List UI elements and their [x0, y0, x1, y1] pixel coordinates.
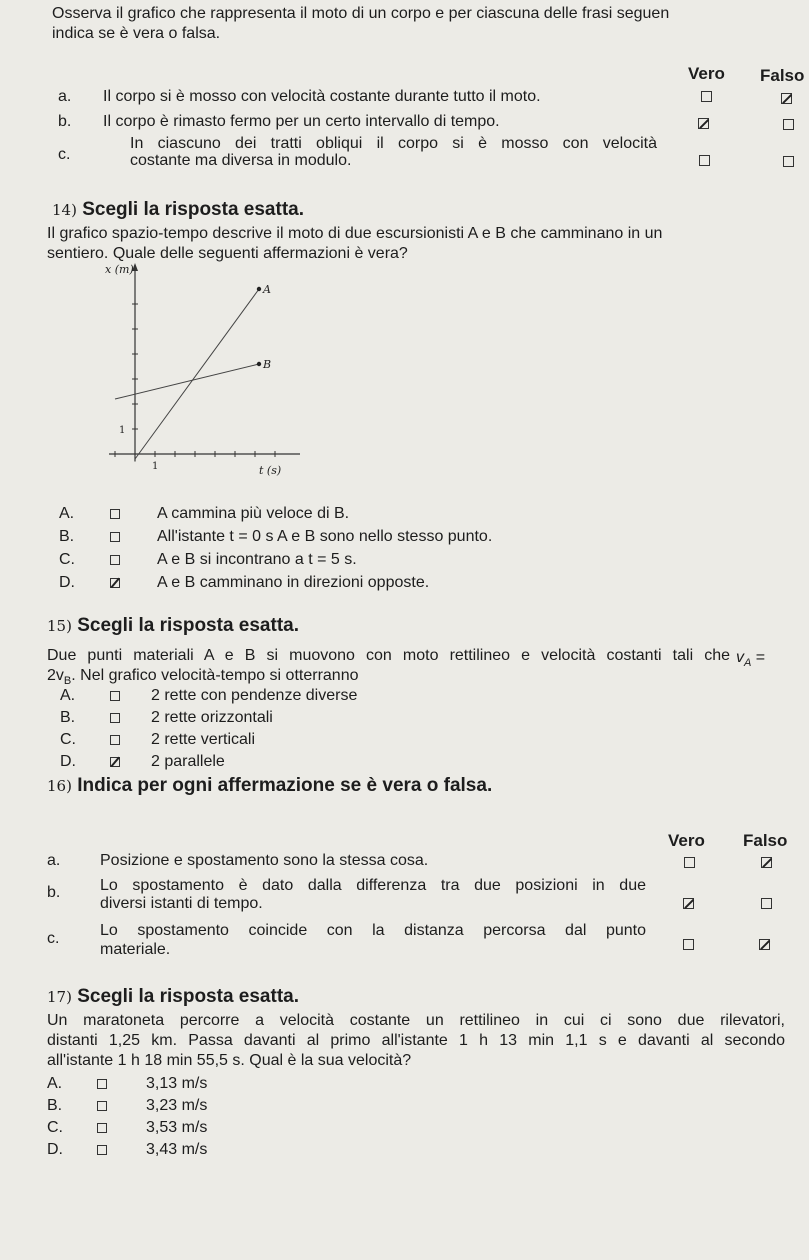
checkbox-falso-16b[interactable]	[761, 898, 772, 909]
item-text-line-1: Lo spostamento è dato dalla differenza tra due posizioni in due	[100, 877, 646, 894]
question-text-line-1: Il grafico spazio-tempo descrive il moto di due escursionisti A e B che camminano in un	[47, 225, 663, 242]
question-text-line-1: Due punti materiali A e B si muovono con moto rettilineo e velocità costanti tali che	[47, 647, 730, 664]
series-point-a	[257, 287, 261, 291]
item-text-line-2: diversi istanti di tempo.	[100, 895, 263, 912]
checkbox-vero-16c[interactable]	[683, 939, 694, 950]
question-number: 17)	[47, 988, 72, 1006]
velocity-b-subscript: B	[63, 675, 72, 688]
option-letter: A.	[59, 505, 75, 522]
velocity-b-coefficient: 2v	[47, 667, 64, 684]
series-label-a: A	[263, 283, 271, 296]
velocity-relation-lhs	[736, 648, 765, 673]
item-text-line-2: costante ma diversa in modulo.	[130, 152, 352, 169]
checkbox-falso-a[interactable]	[781, 93, 792, 104]
checkbox-falso-c[interactable]	[783, 156, 794, 167]
item-text: Il corpo è rimasto fermo per un certo intervallo di tempo.	[103, 113, 500, 130]
question-heading-17	[47, 986, 299, 1008]
option-checkbox[interactable]	[110, 757, 120, 767]
item-text: Il corpo si è mosso con velocità costante durante tutto il moto.	[103, 88, 541, 105]
item-letter: b.	[58, 113, 72, 130]
option-checkbox[interactable]	[110, 578, 120, 588]
option-checkbox[interactable]	[97, 1145, 107, 1155]
velocity-a-subscript: A	[744, 657, 752, 670]
option-letter: C.	[47, 1119, 63, 1136]
question-title: Scegli la risposta esatta.	[82, 199, 304, 220]
series-point-b	[257, 362, 261, 366]
item-text-line-1: In ciascuno dei tratti obliqui il corpo si è mosso con velocità	[130, 135, 657, 152]
option-text: 3,23 m/s	[146, 1097, 208, 1114]
option-text: 3,13 m/s	[146, 1075, 208, 1092]
intro-line-2: indica se è vera o falsa.	[52, 25, 221, 42]
checkbox-falso-16c[interactable]	[759, 939, 770, 950]
question-text-line-2: distanti 1,25 km. Passa davanti al primo all'istante 1 h 13 min 1,1 s e davanti al secondo	[47, 1032, 785, 1049]
option-checkbox[interactable]	[110, 509, 120, 519]
item-text-line-2: materiale.	[100, 941, 171, 958]
option-checkbox[interactable]	[110, 735, 120, 745]
option-letter: A.	[47, 1075, 63, 1092]
item-text-line-1: Lo spostamento coincide con la distanza percorsa dal punto	[100, 922, 646, 939]
item-letter: a.	[58, 88, 72, 105]
question-text-line-3: all'istante 1 h 18 min 55,5 s. Qual è la sua velocità?	[47, 1052, 412, 1069]
option-checkbox[interactable]	[110, 532, 120, 542]
question-heading-16	[47, 775, 492, 797]
question-heading-14	[52, 199, 304, 221]
question-text-rest: . Nel grafico velocità-tempo si otterranno	[71, 667, 359, 684]
item-letter: b.	[47, 884, 61, 901]
question-number: 14)	[52, 201, 77, 219]
option-text: All'istante t = 0 s A e B sono nello stesso punto.	[157, 528, 493, 545]
falso-header: Falso	[743, 831, 788, 850]
x-axis-label: t (s)	[259, 464, 282, 477]
question-text-line-2: sentiero. Quale delle seguenti affermazioni è vera?	[47, 245, 408, 262]
option-letter: B.	[47, 1097, 63, 1114]
option-checkbox[interactable]	[97, 1123, 107, 1133]
option-checkbox[interactable]	[97, 1079, 107, 1089]
option-checkbox[interactable]	[110, 713, 120, 723]
item-letter: c.	[47, 930, 60, 947]
option-letter: B.	[60, 709, 76, 726]
option-letter: C.	[59, 551, 75, 568]
option-letter: C.	[60, 731, 76, 748]
option-letter: B.	[59, 528, 75, 545]
falso-header: Falso	[760, 66, 805, 85]
checkbox-vero-16a[interactable]	[684, 857, 695, 868]
option-letter: D.	[47, 1141, 63, 1158]
option-checkbox[interactable]	[110, 555, 120, 565]
question-title: Indica per ogni affermazione se è vera o falsa.	[77, 775, 493, 796]
intro-line-1: Osserva il grafico che rappresenta il moto di un corpo e per ciascuna delle frasi seguen	[52, 5, 670, 22]
option-text: 2 parallele	[151, 753, 225, 770]
question-title: Scegli la risposta esatta.	[77, 986, 299, 1007]
checkbox-vero-16b[interactable]	[683, 898, 694, 909]
option-text: A cammina più veloce di B.	[157, 505, 350, 522]
velocity-a-symbol: v	[736, 649, 744, 666]
item-letter: a.	[47, 852, 61, 869]
y-tick-label: 1	[119, 425, 126, 436]
checkbox-vero-c[interactable]	[699, 155, 710, 166]
option-letter: A.	[60, 687, 76, 704]
checkbox-falso-b[interactable]	[783, 119, 794, 130]
vero-header: Vero	[668, 831, 705, 850]
position-time-chart	[40, 262, 300, 487]
question-number: 15)	[47, 617, 72, 635]
equals-sign: =	[751, 649, 766, 666]
series-line-a	[135, 289, 259, 459]
option-text: A e B si incontrano a t = 5 s.	[157, 551, 357, 568]
option-text: 3,43 m/s	[146, 1141, 208, 1158]
series-label-b: B	[263, 358, 272, 371]
item-text: Posizione e spostamento sono la stessa cosa.	[100, 852, 429, 869]
option-text: 2 rette verticali	[151, 731, 256, 748]
checkbox-falso-16a[interactable]	[761, 857, 772, 868]
question-heading-15	[47, 615, 299, 637]
item-letter: c.	[58, 146, 71, 163]
option-text: 2 rette orizzontali	[151, 709, 273, 726]
option-letter: D.	[60, 753, 76, 770]
question-text-line-1: Un maratoneta percorre a velocità costante un rettilineo in cui ci sono due rilevatori,	[47, 1012, 785, 1029]
question-title: Scegli la risposta esatta.	[77, 615, 299, 636]
question-number: 16)	[47, 777, 72, 795]
option-checkbox[interactable]	[97, 1101, 107, 1111]
x-tick-label: 1	[152, 461, 159, 472]
y-axis-label: x (m)	[105, 263, 134, 276]
vero-header: Vero	[688, 64, 725, 83]
checkbox-vero-b[interactable]	[698, 118, 709, 129]
option-checkbox[interactable]	[110, 691, 120, 701]
option-text: 2 rette con pendenze diverse	[151, 687, 358, 704]
checkbox-vero-a[interactable]	[701, 91, 712, 102]
option-letter: D.	[59, 574, 75, 591]
series-line-b	[115, 364, 259, 399]
option-text: A e B camminano in direzioni opposte.	[157, 574, 430, 591]
option-text: 3,53 m/s	[146, 1119, 208, 1136]
